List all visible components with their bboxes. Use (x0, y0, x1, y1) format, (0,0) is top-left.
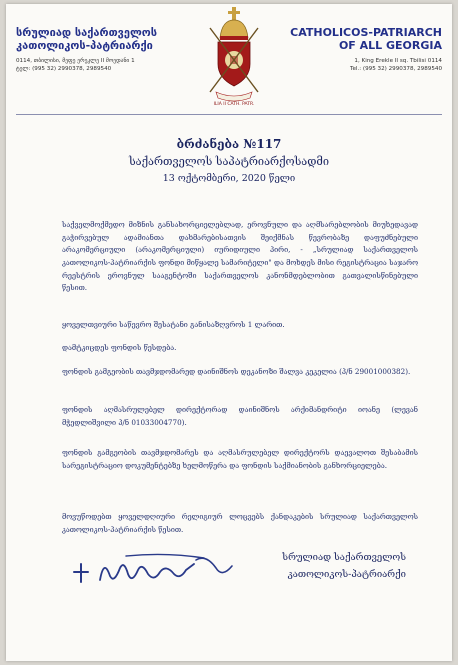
body-paragraph: ყოველთვიური საწევრო შესატანი განისაზღვროს 1 ლარით. (62, 320, 285, 330)
document-title: ბრძანება №117 (176, 137, 282, 151)
handwritten-signature (66, 550, 256, 590)
body-paragraph: მოვუწოდებთ ყოველდღიური რელიგიურ ლოცვებს ქანდაკების სრულიად საქართველოს კათოლიკოს-პატრიარქის წესით. (62, 512, 418, 534)
header-left-line2: კათოლიკოს-პატრიარქი (16, 39, 153, 52)
signature-block (282, 549, 406, 583)
header-right-english (277, 26, 442, 73)
header-right-address: 1, King Erekle II sq. Tbilisi 0114 (354, 58, 442, 64)
crest-caption: ILIA II CATH. PATR. (213, 102, 255, 107)
signature-line2: კათოლიკოს-პატრიარქი (287, 569, 406, 580)
letterhead-page (6, 4, 452, 661)
header-right-line1: CATHOLICOS-PATRIARCH (290, 26, 442, 39)
header-left-line1: სრულიად საქართველოს (16, 26, 158, 39)
body-paragraph: საქველმოქმედო მიზნის განსახორციელებლად, ეროვნული და აღმსარებლობის მიუხედავად გაჭირვებულ ადამიანთა დახმარებისათვის შეიქმნას წევრობაზე დაფუძნებული არაკომერციული (არაკომერციული) იურიდიული პირი, - „სრულიად საქართველოს კათოლიკოს-პატრიარქის ფონდი მიწყალე სამარიტელი" და მოხდეს მისი რეგისტრაცია საჯარო რეესტრის ეროვნულ სააგენტოში საქართველოს კანონმდებლობით გათვალისწინებული წესით. (62, 220, 418, 293)
document-subtitle: საქართველოს საპატრიარქოსადმი (128, 155, 329, 168)
signature-line1: სრულიად საქართველოს (282, 552, 406, 563)
body-paragraph: დამტკიცდეს ფონდის წესდება. (62, 343, 177, 353)
header-divider (16, 114, 442, 115)
header-right-line2: OF ALL GEORGIA (338, 39, 442, 52)
document-date: 13 ოქტომბერი, 2020 წელი (162, 173, 296, 184)
body-paragraph: ფონდის გამგეობის თავმჯდომარეს და აღმასრულებელ დირექტორს დაევალოთ შესაბამის სარეგისტრაციო დოკუმენტებზე ხელმოწერა და ფონდის საქმიანობის განხორციელება. (62, 448, 418, 470)
header-right-phone: Tel.: (995 32) 2990378, 2989540 (350, 66, 442, 72)
header-left-phone: ტელ: (995 32) 2990378, 2989540 (16, 66, 112, 72)
body-paragraph: ფონდის აღმასრულებელ დირექტორად დაინიშნოს არქიმანდრიტი იოანე (ლევან მჭედლიშვილი პ/ნ 01033004770). (62, 405, 418, 427)
header-left-georgian (16, 26, 176, 73)
patriarchate-crest-logo (206, 6, 262, 106)
header-left-address: 0114, თბილისი, მეფე ერეკლე II მოედანი 1 (16, 58, 135, 64)
body-paragraph: ფონდის გამგეობის თავმჯდომარედ დაინიშნოს დეკანოზი შალვა კეკელია (პ/ნ 29001000382). (62, 367, 411, 377)
